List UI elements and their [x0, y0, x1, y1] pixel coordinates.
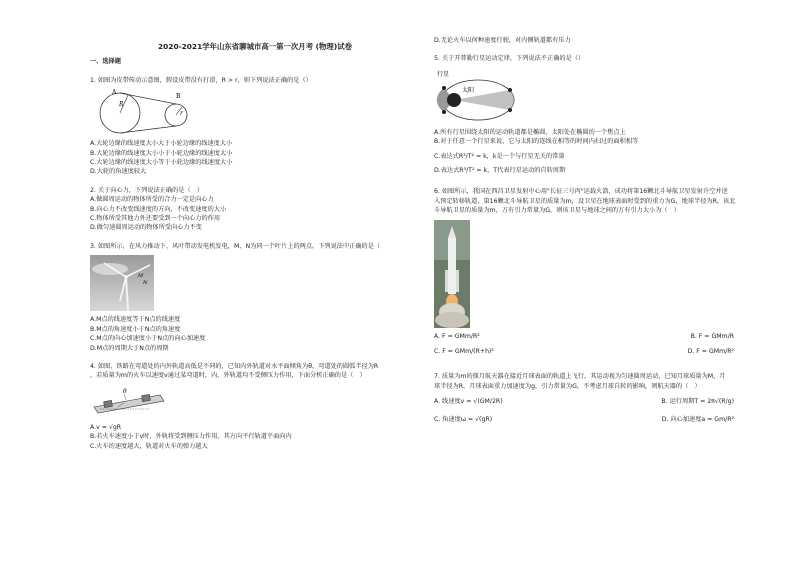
question-stem-line-1: 6. 如图所示，我国在西昌卫星发射中心用"长征三号丙"运载火箭，成功将第16颗北斗导航卫星发射升空并送: [434, 188, 728, 196]
option-a: A. F = GMm/R²: [434, 332, 480, 340]
label-N: N: [143, 280, 148, 287]
question-stem-cont: ，若质量为m的火车以速度v通过某弯道时，内、外轨道均不受侧压力作用，下面分析正确的是（ ）: [90, 372, 366, 380]
exam-title: 2020-2021学年山东省聊城市高一第一次月考 (物理)试卷: [158, 42, 352, 51]
option-a: A.v = √gR: [90, 423, 122, 431]
option-d: D.大轮的角速度较大: [90, 168, 147, 176]
q4-option-d: D.无论火车以何种速度行驶，对内侧轨道都有压力: [434, 37, 571, 44]
question-3: [90, 242, 420, 353]
option-c: C. 角速度ω = √(gR): [434, 415, 493, 423]
option-c: C.火车的速度越大，轨道对火车的弹力越大: [90, 442, 208, 450]
kepler-orbit-figure: [434, 68, 764, 124]
question-7: [434, 372, 764, 424]
options-row-2: [434, 347, 734, 356]
question-stem-line-2: 球半径为R，月球表面重力加速度为g，引力常量为G，不考虑月球自转的影响，则航天器的（ ）: [434, 382, 701, 390]
options-row-1: [434, 397, 734, 406]
label-sun: 太阳: [462, 86, 475, 94]
option-d: D. F = GMm/R²: [687, 348, 734, 356]
banked-track-figure: [90, 385, 420, 419]
option-b: B.对于任意一个行星来说，它与太阳的连线在相等的时间内扫过的面积相等: [434, 138, 639, 146]
section-heading: 一、选择题: [90, 58, 121, 66]
option-b: B.向心力不改变线速度的方向，不改变速度的大小: [90, 205, 227, 213]
label-B: B: [176, 93, 181, 101]
option-b: B.M点的角速度小于N点的角速度: [90, 325, 181, 333]
label-planet: 行星: [437, 70, 450, 78]
option-a: A.做圆周运动的物体所受的合力一定是向心力: [90, 196, 214, 204]
option-a: A.所有行星围绕太阳的运动轨道都是椭圆，太阳处在椭圆的一个焦点上: [434, 128, 626, 136]
option-b: B.若火车速度小于v时，外轨将受到侧压力作用，其方向平行轨道平面向内: [90, 433, 292, 441]
option-b: B.大轮边缘的线速度大小小于小轮边缘的线速度大小: [90, 149, 233, 157]
belt-drive-figure: [90, 89, 420, 135]
option-c: C. F = GMm/(R+h)²: [434, 348, 494, 356]
question-6: [434, 187, 764, 356]
option-a: A.M点的线速度等于N点的线速度: [90, 316, 181, 324]
question-stem: 3. 如图所示，在风力推动下，风叶带动发电机发电，M、N为同一个叶片上的两点。下列说法中正确的是（: [90, 242, 381, 250]
question-2: [90, 186, 420, 233]
option-b: B. 运行周期T = 2π√(R/g): [661, 398, 734, 406]
option-c: C.大轮边缘的线速度大小等于小轮边缘的线速度大小: [90, 159, 233, 167]
label-R: R: [119, 101, 124, 109]
label-r: r: [180, 110, 183, 118]
left-column: [90, 30, 420, 451]
option-d: D.表达式R³/T² = k，T代表行星运动的自转周期: [434, 167, 566, 175]
option-d: D.M点的周期大于N点的周期: [90, 344, 169, 352]
option-d: D.做匀速圆周运动的物体所受向心力不变: [90, 224, 202, 232]
question-stem: 5. 关于开普勒行星运动定律，下列说法不正确的是（）: [434, 55, 585, 63]
question-stem-line-2: 入预定转移轨道，第16颗北斗导航卫星的质量为m，设卫星在地球表面时受到的重力为G，地球半径为R，该北: [434, 197, 736, 205]
wind-turbine-photo: [90, 255, 420, 311]
label-A: A: [112, 89, 117, 97]
option-c: C.物体所受其他力外还要受到一个向心力的作用: [90, 215, 221, 223]
option-c: C.M点的向心加速度小于N点的向心加速度: [90, 335, 206, 343]
question-stem-line-3: 斗导航卫星的质量为m，万有引力常量为G，则该卫星与地球之间的万有引力大小为（ ）: [434, 207, 680, 215]
question-stem: 1. 如图为皮带传动示意图，假设皮带没有打滑，R > r，则下列说法正确的是（）: [90, 76, 312, 84]
label-M: M: [138, 273, 144, 280]
option-a: A. 线速度v = √(GM/2R): [434, 398, 503, 406]
right-column: [434, 36, 764, 424]
question-stem: 2. 关于向心力，下列说法正确的是（ ）: [90, 186, 204, 194]
option-a: A.大轮边缘的线速度大小大于小轮边缘的线速度大小: [90, 140, 233, 148]
rocket-launch-photo: [434, 220, 764, 328]
option-d: D. 向心加速度a = Gm/R²: [661, 415, 734, 423]
question-stem: 4. 如图，铁路在弯道处的内外轨道高低是不同的，已知内外轨道对水平面倾角为θ，弯道处的圆弧半径为R: [90, 362, 379, 370]
label-theta: θ: [123, 387, 127, 395]
question-stem-line-1: 7. 质量为m的探月航天器在接近月球表面的轨道上飞行，其运动视为匀速圆周运动，已知月球质量为M，月: [434, 373, 726, 381]
question-5: [434, 54, 764, 175]
options-row-1: [434, 332, 734, 341]
question-4: [90, 362, 420, 451]
option-b: B. F = GMm/R: [690, 332, 734, 340]
options-row-2: [434, 415, 734, 424]
option-c: C.表达式R³/T² = k，k是一个与行星无关的常量: [434, 152, 565, 160]
question-1: [90, 76, 420, 177]
